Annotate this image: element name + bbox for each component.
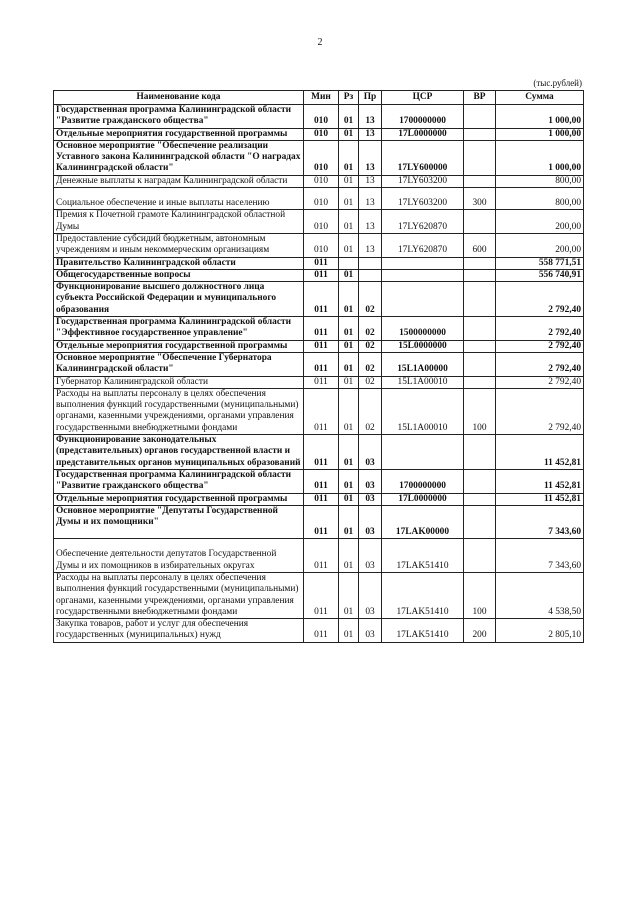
table-row — [54, 388, 584, 434]
column-header-sum: Сумма — [496, 91, 584, 105]
cell-sum: 2 792,40 — [496, 340, 584, 352]
cell-min: 011 — [304, 388, 339, 434]
cell-name: Правительство Калининградской области — [54, 257, 304, 269]
cell-name: Общегосударственные вопросы — [54, 269, 304, 281]
cell-name: Премия к Почетной грамоте Калининградской областной Думы — [54, 210, 304, 234]
column-header-csr: ЦСР — [382, 91, 464, 105]
cell-min: 011 — [304, 572, 339, 618]
cell-pr — [359, 257, 382, 269]
cell-rz: 01 — [339, 269, 359, 281]
table-row — [54, 257, 584, 269]
cell-name: Расходы на выплаты персоналу в целях обеспечения выполнения функций государственными (муниципальными) органами, казенными учреждениями, органами управления государственными внебюджетными фондами — [54, 572, 304, 618]
table-row — [54, 269, 584, 281]
cell-csr — [382, 435, 464, 470]
cell-rz: 01 — [339, 469, 359, 493]
cell-pr: 13 — [359, 140, 382, 175]
column-header-min: Мин — [304, 91, 339, 105]
cell-name: Отдельные мероприятия государственной программы — [54, 128, 304, 140]
cell-pr: 03 — [359, 572, 382, 618]
cell-name: Губернатор Калининградской области — [54, 376, 304, 388]
cell-name: Государственная программа Калининградской области "Развитие гражданского общества" — [54, 105, 304, 129]
cell-vr — [464, 257, 496, 269]
cell-vr — [464, 505, 496, 539]
cell-csr: 17LAK51410 — [382, 539, 464, 573]
cell-name: Денежные выплаты к наградам Калининградской области — [54, 175, 304, 187]
cell-sum: 1 000,00 — [496, 128, 584, 140]
table-row — [54, 282, 584, 317]
cell-pr: 03 — [359, 493, 382, 505]
cell-csr: 17LY620870 — [382, 210, 464, 234]
cell-rz: 01 — [339, 282, 359, 317]
cell-csr: 17LAK00000 — [382, 505, 464, 539]
cell-min: 011 — [304, 435, 339, 470]
cell-pr: 13 — [359, 128, 382, 140]
cell-name: Основное мероприятие "Обеспечение Губернатора Калининградской области" — [54, 352, 304, 376]
cell-pr: 02 — [359, 388, 382, 434]
cell-sum: 11 452,81 — [496, 493, 584, 505]
cell-rz: 01 — [339, 493, 359, 505]
table-row — [54, 376, 584, 388]
table-row — [54, 435, 584, 470]
cell-csr: 1700000000 — [382, 469, 464, 493]
cell-rz: 01 — [339, 175, 359, 187]
cell-min: 011 — [304, 619, 339, 643]
cell-csr: 17LAK51410 — [382, 619, 464, 643]
cell-sum: 800,00 — [496, 188, 584, 210]
cell-min: 011 — [304, 340, 339, 352]
cell-sum: 7 343,60 — [496, 539, 584, 573]
table-row — [54, 233, 584, 257]
cell-vr: 300 — [464, 188, 496, 210]
cell-name: Функционирование высшего должностного лица субъекта Российской Федерации и муниципального образования — [54, 282, 304, 317]
cell-sum: 2 792,40 — [496, 282, 584, 317]
cell-min: 011 — [304, 269, 339, 281]
cell-name: Основное мероприятие "Депутаты Государственной Думы и их помощники" — [54, 505, 304, 539]
cell-pr: 13 — [359, 233, 382, 257]
cell-min: 011 — [304, 505, 339, 539]
cell-sum: 800,00 — [496, 175, 584, 187]
table-row — [54, 188, 584, 210]
cell-rz: 01 — [339, 317, 359, 341]
cell-csr: 1700000000 — [382, 105, 464, 129]
cell-min: 011 — [304, 493, 339, 505]
cell-pr: 13 — [359, 210, 382, 234]
table-row — [54, 140, 584, 175]
cell-sum: 11 452,81 — [496, 435, 584, 470]
cell-pr: 03 — [359, 505, 382, 539]
cell-pr: 02 — [359, 352, 382, 376]
cell-pr: 02 — [359, 340, 382, 352]
cell-name: Отдельные мероприятия государственной программы — [54, 340, 304, 352]
cell-name: Закупка товаров, работ и услуг для обеспечения государственных (муниципальных) нужд — [54, 619, 304, 643]
cell-sum: 2 792,40 — [496, 352, 584, 376]
cell-vr — [464, 269, 496, 281]
cell-vr — [464, 282, 496, 317]
cell-pr: 02 — [359, 376, 382, 388]
cell-sum: 11 452,81 — [496, 469, 584, 493]
cell-name: Государственная программа Калининградской области "Эффективное государственное управление" — [54, 317, 304, 341]
page-number: 2 — [317, 37, 323, 48]
cell-name: Отдельные мероприятия государственной программы — [54, 493, 304, 505]
cell-sum: 2 805,10 — [496, 619, 584, 643]
cell-vr — [464, 340, 496, 352]
cell-min: 010 — [304, 140, 339, 175]
budget-table — [53, 90, 584, 643]
cell-vr — [464, 140, 496, 175]
cell-rz: 01 — [339, 188, 359, 210]
cell-rz: 01 — [339, 210, 359, 234]
cell-rz: 01 — [339, 128, 359, 140]
cell-rz: 01 — [339, 233, 359, 257]
cell-rz — [339, 257, 359, 269]
cell-min: 010 — [304, 105, 339, 129]
column-header-vr: ВР — [464, 91, 496, 105]
cell-vr: 600 — [464, 233, 496, 257]
table-row — [54, 105, 584, 129]
cell-rz: 01 — [339, 572, 359, 618]
column-header-pr: Пр — [359, 91, 382, 105]
cell-rz: 01 — [339, 352, 359, 376]
cell-min: 010 — [304, 188, 339, 210]
table-row — [54, 317, 584, 341]
cell-name: Социальное обеспечение и иные выплаты населению — [54, 188, 304, 210]
table-body — [54, 105, 584, 643]
cell-sum: 200,00 — [496, 210, 584, 234]
table-row — [54, 128, 584, 140]
cell-csr: 15L0000000 — [382, 340, 464, 352]
cell-csr — [382, 282, 464, 317]
cell-csr: 17L0000000 — [382, 128, 464, 140]
cell-pr — [359, 269, 382, 281]
table-row — [54, 539, 584, 573]
table-row — [54, 505, 584, 539]
table-row — [54, 619, 584, 643]
cell-csr: 15L1A00000 — [382, 352, 464, 376]
cell-rz: 01 — [339, 505, 359, 539]
table-row — [54, 493, 584, 505]
cell-rz: 01 — [339, 388, 359, 434]
cell-rz: 01 — [339, 340, 359, 352]
cell-min: 011 — [304, 257, 339, 269]
cell-min: 010 — [304, 128, 339, 140]
cell-vr: 100 — [464, 572, 496, 618]
cell-sum: 1 000,00 — [496, 140, 584, 175]
table-header-row — [54, 91, 584, 105]
cell-rz: 01 — [339, 539, 359, 573]
cell-pr: 03 — [359, 435, 382, 470]
cell-name: Государственная программа Калининградской области "Развитие гражданского общества" — [54, 469, 304, 493]
cell-pr: 13 — [359, 188, 382, 210]
table-row — [54, 469, 584, 493]
cell-rz: 01 — [339, 435, 359, 470]
cell-vr — [464, 317, 496, 341]
cell-min: 011 — [304, 282, 339, 317]
cell-csr: 15L1A00010 — [382, 388, 464, 434]
cell-rz: 01 — [339, 105, 359, 129]
cell-csr — [382, 257, 464, 269]
cell-name: Функционирование законодательных (представительных) органов государственной власти и представительных органов муниципальных образований — [54, 435, 304, 470]
table-row — [54, 175, 584, 187]
cell-vr — [464, 376, 496, 388]
cell-pr: 13 — [359, 175, 382, 187]
cell-csr: 17LY603200 — [382, 188, 464, 210]
cell-pr: 02 — [359, 282, 382, 317]
cell-rz: 01 — [339, 376, 359, 388]
cell-csr — [382, 269, 464, 281]
cell-name: Предоставление субсидий бюджетным, автономным учреждениям и иным некоммерческим организациям — [54, 233, 304, 257]
table-row — [54, 572, 584, 618]
cell-vr — [464, 105, 496, 129]
cell-csr: 17L0000000 — [382, 493, 464, 505]
table-row — [54, 352, 584, 376]
table-row — [54, 340, 584, 352]
units-label: (тыс.рублей) — [533, 78, 582, 88]
cell-min: 011 — [304, 539, 339, 573]
cell-min: 010 — [304, 233, 339, 257]
column-header-rz: Рз — [339, 91, 359, 105]
cell-sum: 200,00 — [496, 233, 584, 257]
cell-pr: 03 — [359, 469, 382, 493]
cell-csr: 17LY603200 — [382, 175, 464, 187]
cell-rz: 01 — [339, 140, 359, 175]
cell-pr: 03 — [359, 539, 382, 573]
cell-sum: 2 792,40 — [496, 376, 584, 388]
cell-vr — [464, 210, 496, 234]
cell-vr — [464, 469, 496, 493]
cell-sum: 2 792,40 — [496, 388, 584, 434]
cell-vr — [464, 435, 496, 470]
cell-sum: 2 792,40 — [496, 317, 584, 341]
cell-csr: 1500000000 — [382, 317, 464, 341]
cell-sum: 4 538,50 — [496, 572, 584, 618]
cell-min: 010 — [304, 175, 339, 187]
column-header-name: Наименование кода — [54, 91, 304, 105]
cell-pr: 13 — [359, 105, 382, 129]
cell-sum: 1 000,00 — [496, 105, 584, 129]
cell-vr — [464, 352, 496, 376]
table-row — [54, 210, 584, 234]
cell-vr — [464, 493, 496, 505]
cell-min: 011 — [304, 352, 339, 376]
cell-csr: 17LY620870 — [382, 233, 464, 257]
cell-pr: 02 — [359, 317, 382, 341]
cell-name: Основное мероприятие "Обеспечение реализации Уставного закона Калининградской области "О наградах Калининградской области" — [54, 140, 304, 175]
cell-name: Обеспечение деятельности депутатов Государственной Думы и их помощников в избирательных округах — [54, 539, 304, 573]
cell-vr: 100 — [464, 388, 496, 434]
cell-sum: 7 343,60 — [496, 505, 584, 539]
cell-sum: 558 771,51 — [496, 257, 584, 269]
cell-sum: 556 740,91 — [496, 269, 584, 281]
cell-rz: 01 — [339, 619, 359, 643]
cell-csr: 17LY600000 — [382, 140, 464, 175]
cell-min: 011 — [304, 469, 339, 493]
cell-min: 010 — [304, 210, 339, 234]
cell-min: 011 — [304, 376, 339, 388]
cell-min: 011 — [304, 317, 339, 341]
cell-vr — [464, 128, 496, 140]
cell-vr — [464, 175, 496, 187]
cell-pr: 03 — [359, 619, 382, 643]
cell-csr: 17LAK51410 — [382, 572, 464, 618]
cell-vr — [464, 539, 496, 573]
cell-vr: 200 — [464, 619, 496, 643]
cell-name: Расходы на выплаты персоналу в целях обеспечения выполнения функций государственными (муниципальными) органами, казенными учреждениями, органами управления государственными внебюджетными фондами — [54, 388, 304, 434]
cell-csr: 15L1A00010 — [382, 376, 464, 388]
